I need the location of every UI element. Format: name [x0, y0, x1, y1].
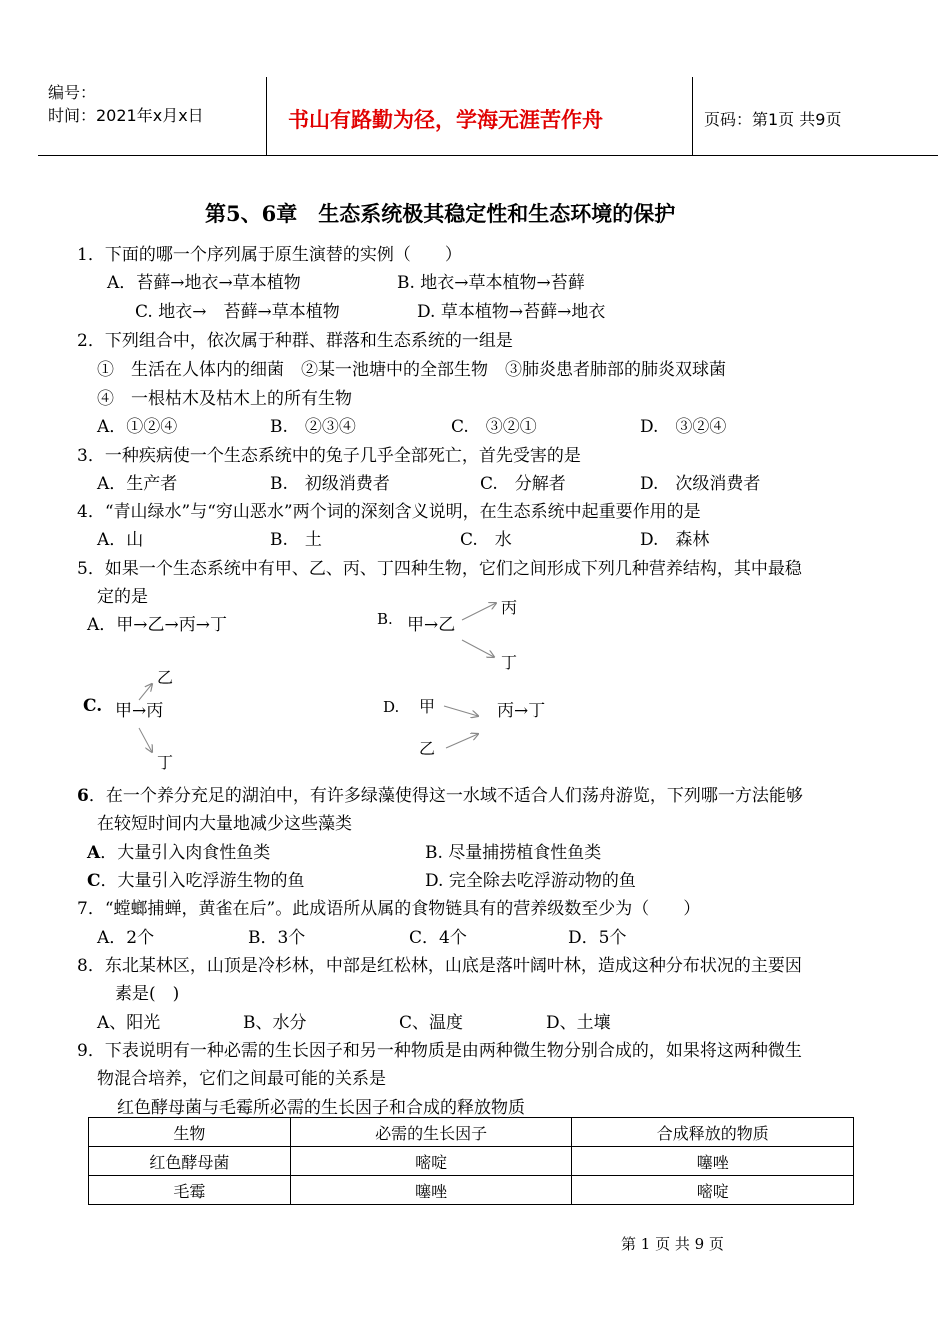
question-2-option-d: D. ③②④: [640, 417, 727, 437]
table-cell: 嘧啶: [290, 1147, 572, 1176]
question-2-option-c: C. ③②①: [451, 417, 537, 437]
question-1-option-c: C. 地衣→ 苔藓→草本植物: [135, 302, 340, 322]
question-4-option-c: C. 水: [460, 530, 512, 550]
question-5-option-b-label: B.: [377, 610, 393, 628]
question-5-option-d-chain: 丙→丁: [497, 701, 546, 721]
question-2-items-line-1: ① 生活在人体内的细菌 ②某一池塘中的全部生物 ③肺炎患者肺部的肺炎双球菌: [97, 360, 726, 380]
question-3-stem: 3．一种疾病使一个生态系统中的兔子几乎全部死亡，首先受害的是: [77, 446, 581, 466]
question-5-stem-line-2: 定的是: [97, 587, 148, 607]
question-6-option-a-letter: A: [87, 843, 101, 863]
question-1-stem: 1．下面的哪一个序列属于原生演替的实例（ ）: [77, 245, 462, 265]
table-row: [89, 1176, 854, 1205]
arrow-c-down: [139, 728, 152, 752]
question-5-option-b-bottom: 丁: [501, 653, 518, 672]
question-5-option-c-letter: C.: [83, 696, 103, 716]
question-6-option-a-text: ．大量引入肉食性鱼类: [100, 843, 271, 863]
table-cell: 毛霉: [89, 1176, 291, 1205]
question-5-option-a: A．甲→乙→丙→丁: [87, 615, 228, 635]
question-6-option-c: [87, 866, 305, 891]
question-2-option-b: B. ②③④: [270, 417, 356, 437]
question-7-option-a: A．2个: [97, 928, 155, 948]
question-8-stem-line-2: 素是( ): [115, 984, 180, 1004]
table-header-cell: 必需的生长因子: [290, 1118, 572, 1147]
document-time-label: 时间：2021年x月x日: [48, 106, 204, 125]
question-6-stem-line-2: 在较短时间内大量地减少这些藻类: [97, 814, 352, 834]
header-motto: 书山有路勤为径，学海无涯苦作舟: [288, 107, 603, 132]
question-7-stem: 7．“螳螂捕蝉，黄雀在后”。此成语所从属的食物链具有的营养级数至少为（ ）: [77, 899, 701, 919]
question-6-option-d: D. 完全除去吃浮游动物的鱼: [425, 871, 636, 891]
question-6-option-c-text: ．大量引入吃浮游生物的鱼: [100, 871, 305, 891]
table-cell: 嘧啶: [572, 1176, 854, 1205]
question-1-option-a: A．苔藓→地衣→草本植物: [107, 273, 301, 293]
question-4-option-d: D. 森林: [640, 530, 710, 550]
question-6-stem-line-1: [77, 781, 803, 806]
table-cell: 噻唑: [290, 1176, 572, 1205]
table-header-cell: 生物: [89, 1118, 291, 1147]
table-cell: 噻唑: [572, 1147, 854, 1176]
question-7-option-c: C．4个: [409, 928, 467, 948]
question-5-option-c-bottom: 丁: [157, 753, 174, 772]
question-6-option-c-letter: C: [87, 871, 101, 891]
growth-factor-table: [88, 1117, 854, 1205]
question-3-option-c: C. 分解者: [480, 474, 566, 494]
question-6-option-b: B. 尽量捕捞植食性鱼类: [425, 843, 602, 863]
question-4-option-b: B. 土: [270, 530, 322, 550]
question-8-stem-line-1: 8．东北某林区，山顶是冷杉林，中部是红松林，山底是落叶阔叶林，造成这种分布状况的主要因: [77, 956, 802, 976]
question-8-option-a: A、阳光: [97, 1013, 161, 1033]
question-3-option-d: D. 次级消费者: [640, 474, 761, 494]
table-header-cell: 合成释放的物质: [572, 1118, 854, 1147]
question-2-items-line-2: ④ 一根枯木及枯木上的所有生物: [97, 389, 352, 409]
question-5-stem-line-1: 5．如果一个生态系统中有甲、乙、丙、丁四种生物，它们之间形成下列几种营养结构，其中最稳: [77, 559, 802, 579]
question-5-option-b-chain: 甲→乙: [407, 615, 456, 635]
question-9-stem-line-1: 9．下表说明有一种必需的生长因子和另一种物质是由两种微生物分别合成的，如果将这两种微生: [77, 1041, 802, 1061]
question-8-option-b: B、水分: [243, 1013, 307, 1033]
question-3-option-b: B. 初级消费者: [270, 474, 390, 494]
table-cell: 红色酵母菌: [89, 1147, 291, 1176]
question-6-option-a: [87, 838, 270, 863]
question-5-option-c-chain: 甲→丙: [115, 701, 164, 721]
question-5-option-d-top: 甲: [419, 697, 436, 716]
question-1-option-b: B. 地衣→草本植物→苔藓: [397, 273, 585, 293]
question-2-option-a: A．①②④: [97, 417, 178, 437]
table-row: [89, 1147, 854, 1176]
question-4-stem: 4．“青山绿水”与“穷山恶水”两个词的深刻含义说明，在生态系统中起重要作用的是: [77, 502, 701, 522]
arrow-c-up: [139, 684, 152, 700]
table-header-row: [89, 1118, 854, 1147]
document-number-label: 编号：: [48, 83, 97, 102]
question-5-option-d-bottom: 乙: [419, 739, 436, 758]
question-5-option-c-top: 乙: [157, 668, 174, 687]
arrow-d-bottom: [446, 734, 478, 748]
arrow-b-up: [462, 603, 496, 620]
question-3-option-a: A．生产者: [97, 474, 178, 494]
question-8-option-c: C、温度: [399, 1013, 464, 1033]
question-7-option-d: D．5个: [568, 928, 627, 948]
question-7-option-b: B．3个: [248, 928, 306, 948]
question-5-option-d-label: D.: [383, 698, 400, 716]
question-5-option-b-top: 丙: [501, 598, 518, 617]
question-2-stem: 2．下列组合中，依次属于种群、群落和生态系统的一组是: [77, 331, 513, 351]
question-8-option-d: D、土壤: [546, 1013, 611, 1033]
arrow-b-down: [462, 640, 494, 657]
arrow-d-top: [444, 706, 478, 716]
page-title: 第5、6章 生态系统极其稳定性和生态环境的保护: [205, 201, 676, 226]
question-6-stem-text: ．在一个养分充足的湖泊中，有许多绿藻使得这一水域不适合人们荡舟游览，下列哪一方法能够: [88, 786, 803, 806]
table-caption: 红色酵母菌与毛霉所必需的生长因子和合成的释放物质: [117, 1098, 525, 1118]
page-footer: 第 1 页 共 9 页: [621, 1235, 724, 1253]
question-6-number: 6: [77, 786, 89, 806]
question-9-stem-line-2: 物混合培养，它们之间最可能的关系是: [97, 1069, 386, 1089]
page-number-label: 页码：第1页 共9页: [704, 110, 842, 129]
question-4-option-a: A．山: [97, 530, 144, 550]
question-1-option-d: D. 草本植物→苔藓→地衣: [417, 302, 606, 322]
